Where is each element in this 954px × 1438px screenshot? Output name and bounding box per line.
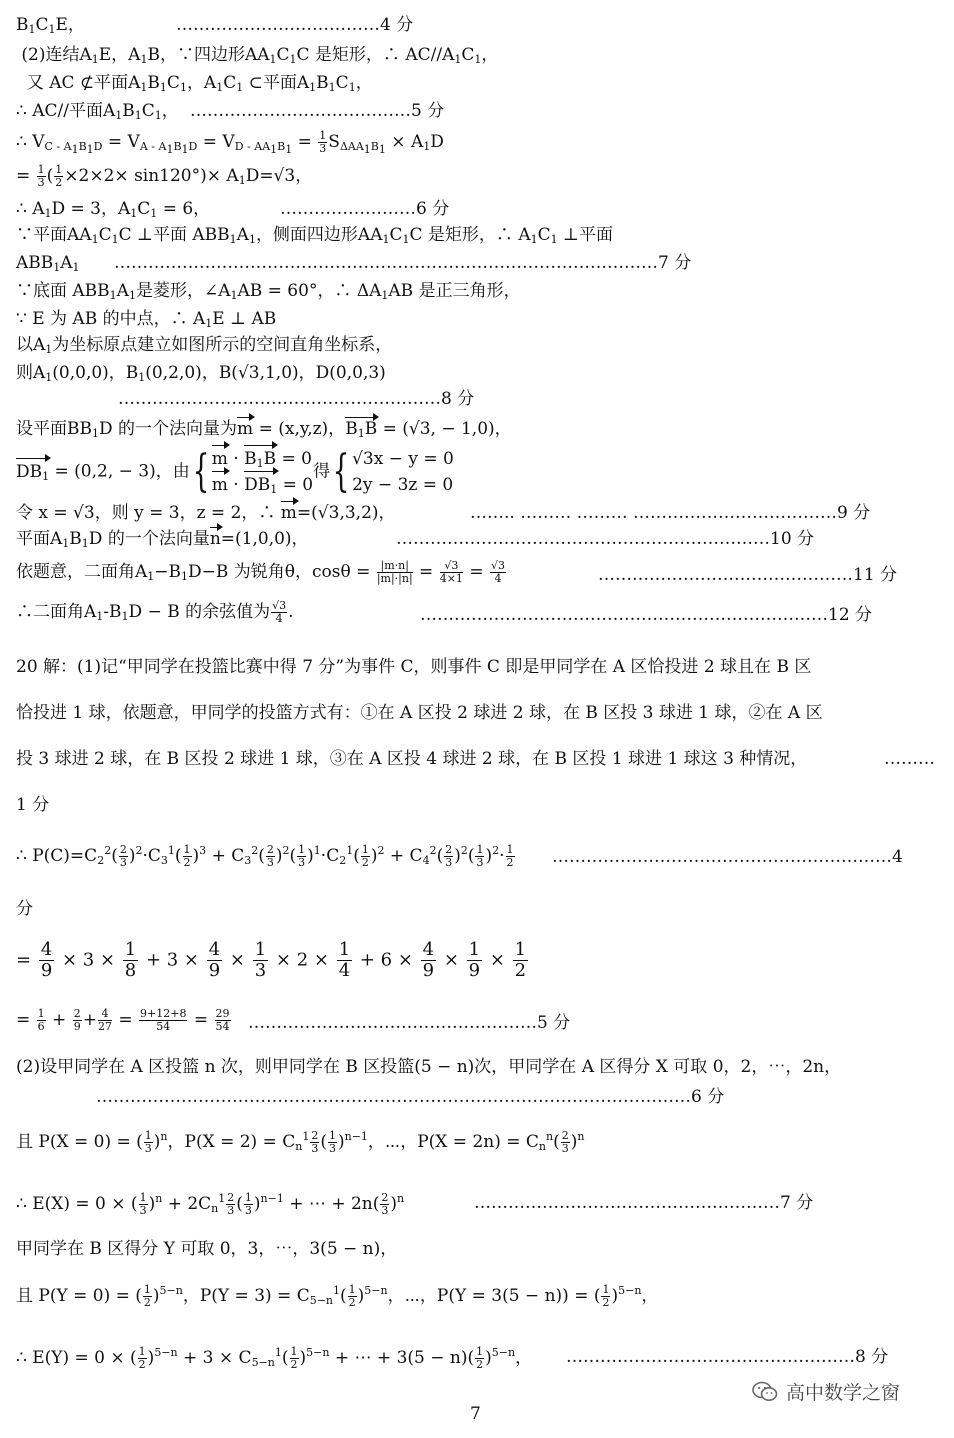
score-mark: ………………………………………11 分 (598, 565, 898, 585)
solution-line: 1 分 (16, 795, 50, 815)
score-mark: ……… (884, 749, 935, 769)
watermark-text: 高中数学之窗 (786, 1382, 901, 1404)
solution-line: $ABB_1A_1$ (16, 253, 80, 274)
score-mark: ……………………6 分 (280, 199, 450, 219)
solution-line: 以$A_1$为坐标原点建立如图所示的空间直角坐标系， (16, 335, 393, 356)
score-mark: …………………………………………………8 分 (118, 389, 475, 409)
solution-line: 甲同学在 B 区得分 Y 可取 0，3，⋯，3(5 − n)， (16, 1239, 398, 1259)
solution-line: 又 AC ⊄平面$A_1B_1C_1$，$A_1C_1$ ⊂平面$A_1B_1C_1$， (16, 73, 373, 94)
score-mark: ………………………………4 分 (176, 15, 414, 35)
solution-line: $B_1C_1E$， (16, 15, 85, 36)
score-mark: …………………………………………………………10 分 (396, 529, 815, 549)
solution-line: 依题意，二面角$A_1-B_1D-B$ 为锐角θ，cosθ = $\frac{|m\cdot n|}{|m|\cdot|n|}$ = $\frac{√3}{4\times 1}$ = $\frac{√3}{4}$ (16, 559, 506, 585)
score-mark: ……………………………………………………………………………………7 分 (114, 253, 692, 273)
solution-line: 分 (16, 899, 33, 919)
solution-line: 设平面$BB_1D$ 的一个法向量为m = (x,y,z)，$B_1B = (√3$, − 1,0)， (16, 419, 512, 440)
solution-line: 则$A_1(0,0,0)$，$B_1(0,2,0)$，B(√3,1,0)，D(0,0,3) (16, 363, 386, 384)
solution-line: 平面$A_1B_1D$ 的一个法向量n=(1,0,0)， (16, 529, 309, 550)
page-number: 7 (470, 1404, 481, 1424)
score-mark: ……………………………………………………4 (552, 847, 903, 867)
score-mark: ……………………………………………………………………………………………6 分 (96, 1087, 725, 1107)
solution-line: ∴ E(Y) = 0 × ( $\frac{1}{2}$ )$^{5-n} + 3 \times C_{5-n}^1$( $\frac{1}{2}$ )$^{5-n}$ + ⋯ + 3(5 − n)( $\frac{1}{2}$ )$^{5-n}$， (16, 1345, 533, 1371)
solution-line: ∴ E(X) = 0 × ( $\frac{1}{3}$ )$^n + 2C_n^1$ $\frac{2}{3}$ ( $\frac{1}{3}$ )$^{n-1}$ + ⋯ + 2n( $\frac{2}{3}$ )$^n$ (16, 1191, 405, 1217)
solution-line: (2)连结$A_1E$，$A_1B$，∵四边形$AA_1C_1C$ 是矩形，∴ $AC//A_1C_1$， (16, 45, 499, 66)
solution-line: = $\frac{4}{9}$ × 3 × $\frac{1}{8}$ + 3 × $\frac{4}{9}$ × $\frac{1}{3}$ × 2 × $\frac{1}{4}$ + 6 × $\frac{4}{9}$ × $\frac{1}{9}$ × $\frac{1}{2}$ (16, 939, 527, 981)
score-mark: …….. ……… ……… ………………………………9 分 (470, 503, 871, 523)
solution-line: ∴二面角$A_1-B_1D - B$ 的余弦值为 $\frac{√3}{4}$ . (16, 599, 294, 625)
watermark (752, 1378, 900, 1405)
solution-line: ∵平面$AA_1C_1C$ ⊥平面 $ABB_1A_1$，侧面四边形$AA_1C_1C$ 是矩形，∴ $A_1C_1$ ⊥平面 (16, 225, 614, 246)
score-mark: ………………………………………………………………12 分 (420, 605, 873, 625)
solution-line: = $\frac{1}{6}$ + $\frac{2}{9}$ + $\frac{4}{27}$ = $\frac{9+12+8}{54}$ = $\frac{29}{54}$ (16, 1007, 230, 1033)
solution-line: (2)设甲同学在 A 区投篮 n 次，则甲同学在 B 区投篮(5 − n)次，甲同学在 A 区得分 X 可取 0，2，⋯，2n， (16, 1057, 842, 1077)
score-mark: ……………………………………………8 分 (566, 1347, 889, 1367)
wechat-icon (752, 1381, 778, 1403)
solution-line: ∵ E 为 AB 的中点，∴ $A_1E$ ⊥ AB (16, 309, 277, 330)
solution-line: 且 P(X = 0) = ( $\frac{1}{3}$ )$^n$，$P(X = 2) = C_n^1$ $\frac{2}{3}$ ( $\frac{1}{3}$ )$^{n-1}$，⋯，$P(X = 2n) = C_n^n$( $\frac{2}{3}$ )$^n$ (16, 1129, 585, 1155)
score-mark: ……………………………………………5 分 (248, 1013, 571, 1033)
solution-line: ∴ $V_{C - A_1B_1D} = V_{A - A_1B_1D} = V_{D - AA_1B_1}$ = $\frac{1}{3}$ $S_{\Delta AA_1B_1} \times A_1D$ (16, 129, 444, 156)
solution-line: 投 3 球进 2 球，在 B 区投 2 球进 1 球，③在 A 区投 4 球进 2 球，在 B 区投 1 球进 1 球这 3 种情况， (16, 749, 808, 769)
solution-line: 恰投进 1 球，依题意，甲同学的投篮方式有：①在 A 区投 2 球进 2 球，在 B 区投 3 球进 1 球，②在 A 区 (16, 703, 823, 723)
score-mark: ………………………………………………7 分 (474, 1193, 814, 1213)
solution-line: ∴ $A_1D = 3$，$A_1C_1 = 6$， (16, 199, 211, 220)
solution-line: ∴ $P(C)=C_2^2$( $\frac{2}{3}$ )$^2\cdot C_3^1$( $\frac{1}{2}$ )$^3 + C_3^2$( $\frac{2}{3}$ )$^2$( $\frac{1}{3}$ )$^1\cdot C_2^1$( $\frac{1}{2}$ )$^2 + C_4^2$( $\frac{2}{3}$ )$^2$( $\frac{1}{3}$ )$^2$· $\frac{1}{2}$ (16, 843, 514, 869)
solution-line: ∵底面 $ABB_1A_1$是菱形，$\angle A_1AB = 60^\circ$，∴ $\Delta A_1AB$ 是正三角形， (16, 281, 521, 302)
solution-line: 令 x = √3，则 y = 3，z = 2，∴ m=(√3,3,2)， (16, 503, 396, 523)
solution-line: ∴ AC//平面$A_1B_1C_1$， (16, 101, 179, 122)
solution-line: $DB_1 = (0,2$, − 3)，由{ $m \cdot B_1B = 0$ $m \cdot DB_1 = 0$ 得{ √3x − y = 0 2y − 3z = 0 (16, 446, 454, 497)
solution-line: 20 解：(1)记“甲同学在投篮比赛中得 7 分”为事件 C，则事件 C 即是甲同学在 A 区恰投进 2 球且在 B 区 (16, 657, 812, 677)
score-mark: …………………………………5 分 (190, 101, 445, 121)
solution-line: 且 P(Y = 0) = ( $\frac{1}{2}$ )$^{5-n}$，$P(Y = 3) = C_{5-n}^1$( $\frac{1}{2}$ )$^{5-n}$，⋯，P(Y = 3(5 − n)) = ( $\frac{1}{2}$ )$^{5-n}$， (16, 1283, 659, 1309)
solution-line: = $\frac{1}{3}$ ( $\frac{1}{2}$ $\times 2\times 2\times \sin 120^\circ)\times A_1D=√3$， (16, 163, 313, 189)
